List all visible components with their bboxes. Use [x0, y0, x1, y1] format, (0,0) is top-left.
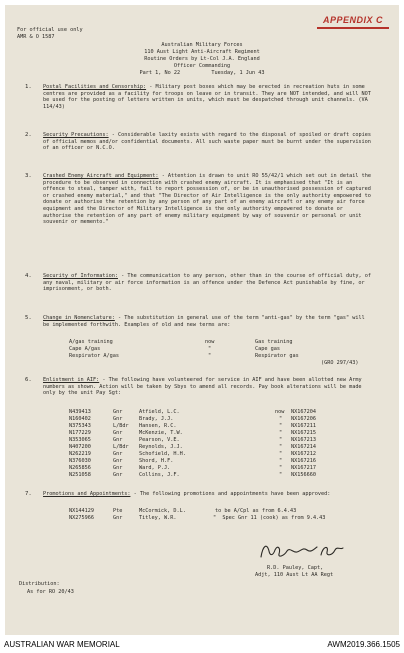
enlistment-sep: " — [279, 416, 283, 422]
promotion-detail: " Spec Gnr 11 (cook) as from 9.4.43 — [213, 515, 326, 521]
para-text: - Military post boxes which may be erected in recreation huts in some centres are provided as a facility for troops on leave or in transit. They are NOT intended, and will NOT be used for the posting of letters written in units, which must be despatched through unit channels. (VA 114/43) — [43, 84, 371, 110]
enlistment-sep: " — [279, 430, 283, 436]
document-page — [5, 5, 399, 635]
para-promotions — [43, 491, 373, 505]
promotion-number: NX144129 — [69, 508, 94, 514]
nomenclature-sep: " — [208, 346, 212, 352]
para-heading: Security of Information: — [43, 273, 118, 279]
promotion-rank: Pte — [113, 508, 123, 514]
para-nomenclature — [43, 315, 373, 337]
enlistment-rank: Gnr — [113, 416, 123, 422]
enlistment-new-number: NX167206 — [291, 416, 316, 422]
appendix-label: APPENDIX C — [317, 15, 389, 29]
enlistment-rank: Gnr — [113, 465, 123, 471]
para-number: 7. — [25, 491, 32, 497]
enlistment-rank: Gnr — [113, 451, 123, 457]
title-line-4: Officer Commanding — [173, 63, 231, 69]
para-text: - The following have volunteered for service in AIF and have been allotted new Army numbers as shown. Action will be taken by Sbys to amend all records. Pay book alterations will be made only by the unit Pay Sgt: — [43, 377, 362, 397]
enlistment-new-number: NX167204 — [291, 409, 316, 415]
official-use-label: For official use only — [17, 27, 83, 33]
archive-name: AUSTRALIAN WAR MEMORIAL — [4, 640, 120, 649]
para-enlistment — [43, 377, 373, 405]
para-postal — [43, 84, 373, 124]
nomenclature-old: Cape A/gas — [69, 346, 101, 352]
promotion-rank: Gnr — [113, 515, 123, 521]
enlistment-new-number: NX167211 — [291, 423, 316, 429]
promotion-number: NX275966 — [69, 515, 94, 521]
title-line-2: 110 Aust Light Anti-Aircraft Regiment — [144, 49, 260, 55]
nomenclature-sep: now — [205, 339, 215, 345]
enlistment-new-number: NX167217 — [291, 465, 316, 471]
para-text: - The following promotions and appointments have been approved: — [133, 491, 331, 497]
para-number: 4. — [25, 273, 32, 279]
enlistment-new-number: NX167215 — [291, 430, 316, 436]
nomenclature-old: Respirator A/gas — [69, 353, 119, 359]
para-text: - Considerable laxity exists with regard to the disposal of spoiled or draft copies of official memos and/or confidential documents. All such waste paper must be burnt under the supervision of an officer or N.C.O. — [43, 132, 371, 152]
enlistment-rank: L/Bdr — [113, 423, 129, 429]
para-security — [43, 132, 373, 164]
enlistment-name: Hansen, R.C. — [139, 423, 177, 429]
promotion-name: Titley, W.R. — [139, 515, 177, 521]
para-text: - Attention is drawn to unit RO 55/42/1 which set out in detail the procedure to be observed in connection with crashed enemy aircraft. It is emphasised that "It is an offence to steal, tamper with, fail to report possession of, or be in unauthorised possession of captured or crashed enemy material," and that "The Director of Air Intelligence is the only authority empowered to donate or authorise the retention by any person of any part of an enemy aircraft or any enemy air force equipment and the Director of Military Intelligence is the only authority empowered to donate or authorise the retention of any part of enemy military equipment by way of souvenir or personal or unit souvenir or memento." — [43, 173, 371, 226]
handwritten-signature — [257, 541, 347, 561]
enlistment-old-number: N375343 — [69, 423, 91, 429]
enlistment-rank: Gnr — [113, 409, 123, 415]
title-line-3: Routine Orders by Lt-Col J.A. England — [144, 56, 260, 62]
nomenclature-sep: " — [208, 353, 212, 359]
para-heading: Postal Facilities and Censorship: — [43, 84, 147, 90]
para-number: 3. — [25, 173, 32, 179]
para-heading: Security Precautions: — [43, 132, 109, 138]
distribution-label: Distribution: — [19, 581, 60, 587]
para-heading: Promotions and Appointments: — [43, 491, 131, 497]
enlistment-old-number: N407200 — [69, 444, 91, 450]
enlistment-name: Ward, P.J. — [139, 465, 171, 471]
para-number: 1. — [25, 84, 32, 90]
enlistment-name: Pearson, V.E. — [139, 437, 180, 443]
promotion-name: McCormick, D.L. — [139, 508, 186, 514]
enlistment-new-number: NX156660 — [291, 472, 316, 478]
para-number: 5. — [25, 315, 32, 321]
enlistment-sep: " — [279, 465, 283, 471]
enlistment-new-number: NX167216 — [291, 458, 316, 464]
enlistment-rank: Gnr — [113, 472, 123, 478]
para-heading: Crashed Enemy Aircraft and Equipment: — [43, 173, 159, 179]
enlistment-name: Shord, H.F. — [139, 458, 174, 464]
enlistment-sep: now — [275, 409, 285, 415]
enlistment-old-number: N376030 — [69, 458, 91, 464]
promotion-detail: to be A/Cpl as from 6.4.43 — [215, 508, 297, 514]
enlistment-new-number: NX167212 — [291, 451, 316, 457]
enlistment-name: McKenzie, T.W. — [139, 430, 183, 436]
nomenclature-new: Cape gas — [255, 346, 280, 352]
enlistment-sep: " — [279, 444, 283, 450]
enlistment-sep: " — [279, 458, 283, 464]
enlistment-sep: " — [279, 472, 283, 478]
archive-reference: AWM2019.366.1505 — [327, 640, 400, 649]
enlistment-old-number: N160402 — [69, 416, 91, 422]
nomenclature-old: A/gas training — [69, 339, 113, 345]
para-text: - The communication to any person, other than in the course of official duty, of any naval, military or air force information is an offence under the Defence Act punishable by fine, or imprisonment, or both. — [43, 273, 371, 293]
para-number: 6. — [25, 377, 32, 383]
enlistment-rank: Gnr — [113, 458, 123, 464]
enlistment-name: Schofield, H.H. — [139, 451, 186, 457]
para-number: 2. — [25, 132, 32, 138]
para-information — [43, 273, 373, 305]
enlistment-rank: Gnr — [113, 437, 123, 443]
enlistment-new-number: NX167213 — [291, 437, 316, 443]
signatory-name: R.D. Pauley, Capt, — [267, 565, 324, 571]
enlistment-name: Reynolds, J.J. — [139, 444, 183, 450]
para-heading: Change in Nomenclature: — [43, 315, 115, 321]
enlistment-old-number: N439413 — [69, 409, 91, 415]
nomenclature-reference: (GRO 297/43) — [321, 360, 359, 366]
enlistment-sep: " — [279, 451, 283, 457]
reference-number: AMR & O 1587 — [17, 34, 55, 40]
signatory-appointment: Adjt, 110 Aust Lt AA Regt — [255, 572, 334, 578]
para-heading: Enlistment in AIF: — [43, 377, 100, 383]
nomenclature-new: Respirator gas — [255, 353, 299, 359]
enlistment-old-number: N353065 — [69, 437, 91, 443]
enlistment-old-number: N177229 — [69, 430, 91, 436]
enlistment-sep: " — [279, 437, 283, 443]
enlistment-rank: L/Bdr — [113, 444, 129, 450]
enlistment-name: Atfield, L.C. — [139, 409, 180, 415]
enlistment-new-number: NX167214 — [291, 444, 316, 450]
para-crashed-aircraft — [43, 173, 373, 265]
enlistment-sep: " — [279, 423, 283, 429]
title-line-1: Australian Military Forces — [161, 42, 243, 48]
enlistment-old-number: N265856 — [69, 465, 91, 471]
distribution-value: As for RO 20/43 — [27, 589, 74, 595]
archive-footer — [0, 637, 404, 653]
enlistment-rank: Gnr — [113, 430, 123, 436]
enlistment-old-number: N262219 — [69, 451, 91, 457]
para-text: - The substitution in general use of the term "anti-gas" by the term "gas" will be implemented forthwith. Examples of old and new terms are: — [43, 315, 365, 328]
enlistment-name: Collins, J.F. — [139, 472, 180, 478]
title-line-5: Part 1, No 22 Tuesday, 1 Jun 43 — [139, 70, 265, 76]
enlistment-name: Brady, J.J. — [139, 416, 174, 422]
enlistment-old-number: N251058 — [69, 472, 91, 478]
nomenclature-new: Gas training — [255, 339, 293, 345]
